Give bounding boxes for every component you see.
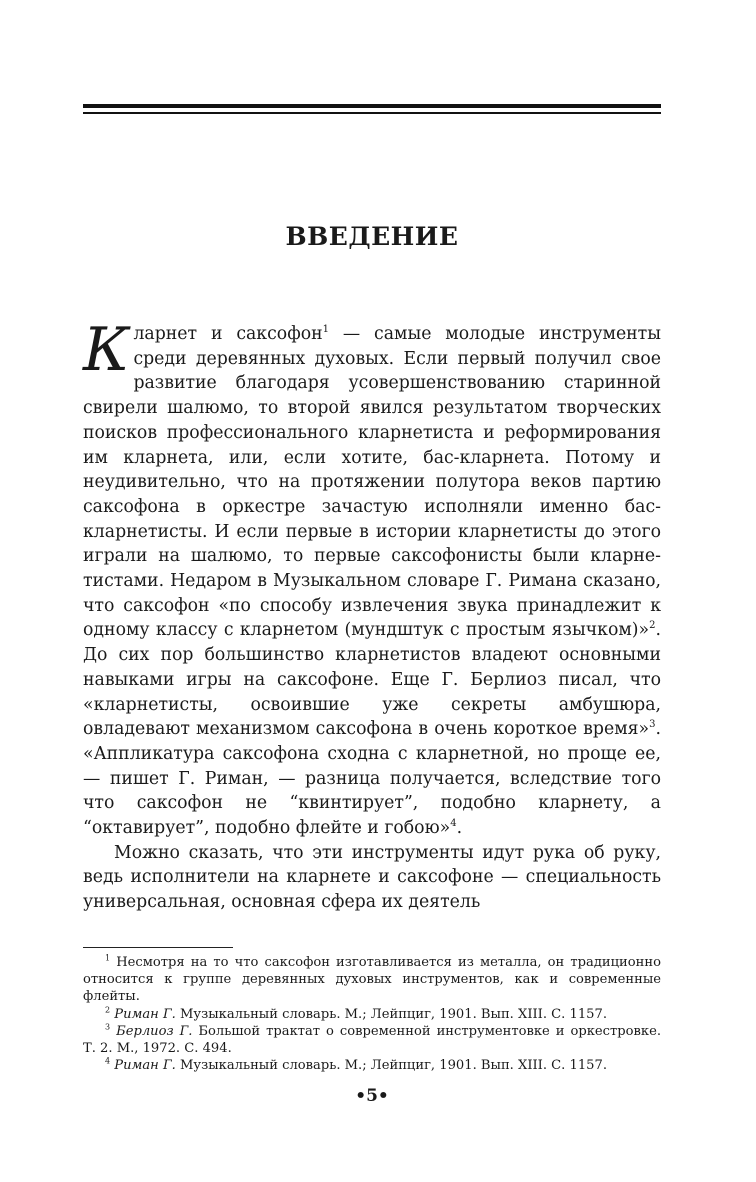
paragraph-1-seg4: . «Аппликатура саксофона сходна с кларнетной, но проще ее, — пишет Г. Риман, — разница получается, вследствие того что саксофон не “квинтирует”, подобно кларнету, а “октавирует”, подобно флейте и гобою» <box>83 719 661 839</box>
footnote-ref-4: 4 <box>450 818 457 830</box>
footnote-number: 1 <box>105 953 111 963</box>
paragraph-1-seg3: . До сих пор большинство кларнетистов владеют основными навыками игры на саксофоне. Еще Г. Берлиоз писал, что «кларнетисты, освоившие уже секреты амбушюра, овладевают механизмом саксофона в очень короткое время» <box>83 620 661 740</box>
footnote-number: 2 <box>105 1005 111 1015</box>
footnote-author: Берлиоз Г. <box>116 1023 193 1039</box>
footnote-text: Музыкальный словарь. М.; Лейпциг, 1901. Вып. XIII. С. 1157. <box>175 1006 607 1022</box>
paragraph-2: Можно сказать, что эти инструменты идут рука об руку, ведь исполнители на кларнете и саксофоне — специальность универсальная, основная сфера их деятель <box>83 842 661 913</box>
paragraph-1-seg2: — самые молодые инструменты среди деревянных духовых. Если первый получил свое развитие благодаря усовершенствованию старинной свирели шалюмо, то второй явился результатом творческих поисков профессионального кларнетиста и реформирования им кларнета, или, если хотите, бас-кларнета. Потому и неудивительно, что на протяжении полутора веков партию саксофона в оркестре зачастую исполняли именно баскларнетисты. И если первые в истории кларнетисты до этого играли на шалюмо, то первые саксофонисты были кларнетистами. Недаром в Музыкальном словаре Г. Римана сказано, что саксофон «по способу извлечения звука принадлежит к одному классу с кларнетом (мундштук с простым язычком)» <box>83 324 661 641</box>
footnote-number: 4 <box>105 1056 111 1066</box>
footnote-ref-2: 2 <box>649 620 656 632</box>
footnote-number: 3 <box>105 1022 111 1032</box>
footnote-ref-1: 1 <box>322 324 330 336</box>
footnote-text: Большой трактат о современной инструментовке и оркестровке. Т. 2. М., 1972. С. 494. <box>83 1023 661 1057</box>
header-rule-thick <box>83 104 661 108</box>
footnote-text: Несмотря на то что саксофон изготавливается из металла, он традиционно относится к группе деревянных духовых инструментов, как и современные флейты. <box>83 955 661 1005</box>
body-text <box>83 315 661 915</box>
footnotes <box>83 954 661 1074</box>
footnote-3 <box>83 1023 661 1057</box>
footnote-author: Риман Г. <box>114 1058 176 1074</box>
footnote-author: Риман Г. <box>114 1006 176 1022</box>
page-number: •5• <box>355 1086 389 1106</box>
footnote-1 <box>83 954 661 1006</box>
footnote-2 <box>83 1006 661 1023</box>
footnote-divider <box>83 947 233 948</box>
footnote-ref-3: 3 <box>649 719 656 731</box>
paragraph-1-seg5: . <box>456 818 463 839</box>
drop-cap: К <box>83 315 130 385</box>
paragraph-1 <box>83 315 661 841</box>
header-rule-thin <box>83 112 661 114</box>
chapter-title: ВВЕДЕНИЕ <box>285 222 459 251</box>
footnote-text: Музыкальный словарь. М.; Лейпциг, 1901. Вып. XIII. С. 1157. <box>175 1058 607 1074</box>
paragraph-1-seg1: ларнет и саксофон <box>133 324 323 344</box>
footnote-4 <box>83 1057 661 1074</box>
